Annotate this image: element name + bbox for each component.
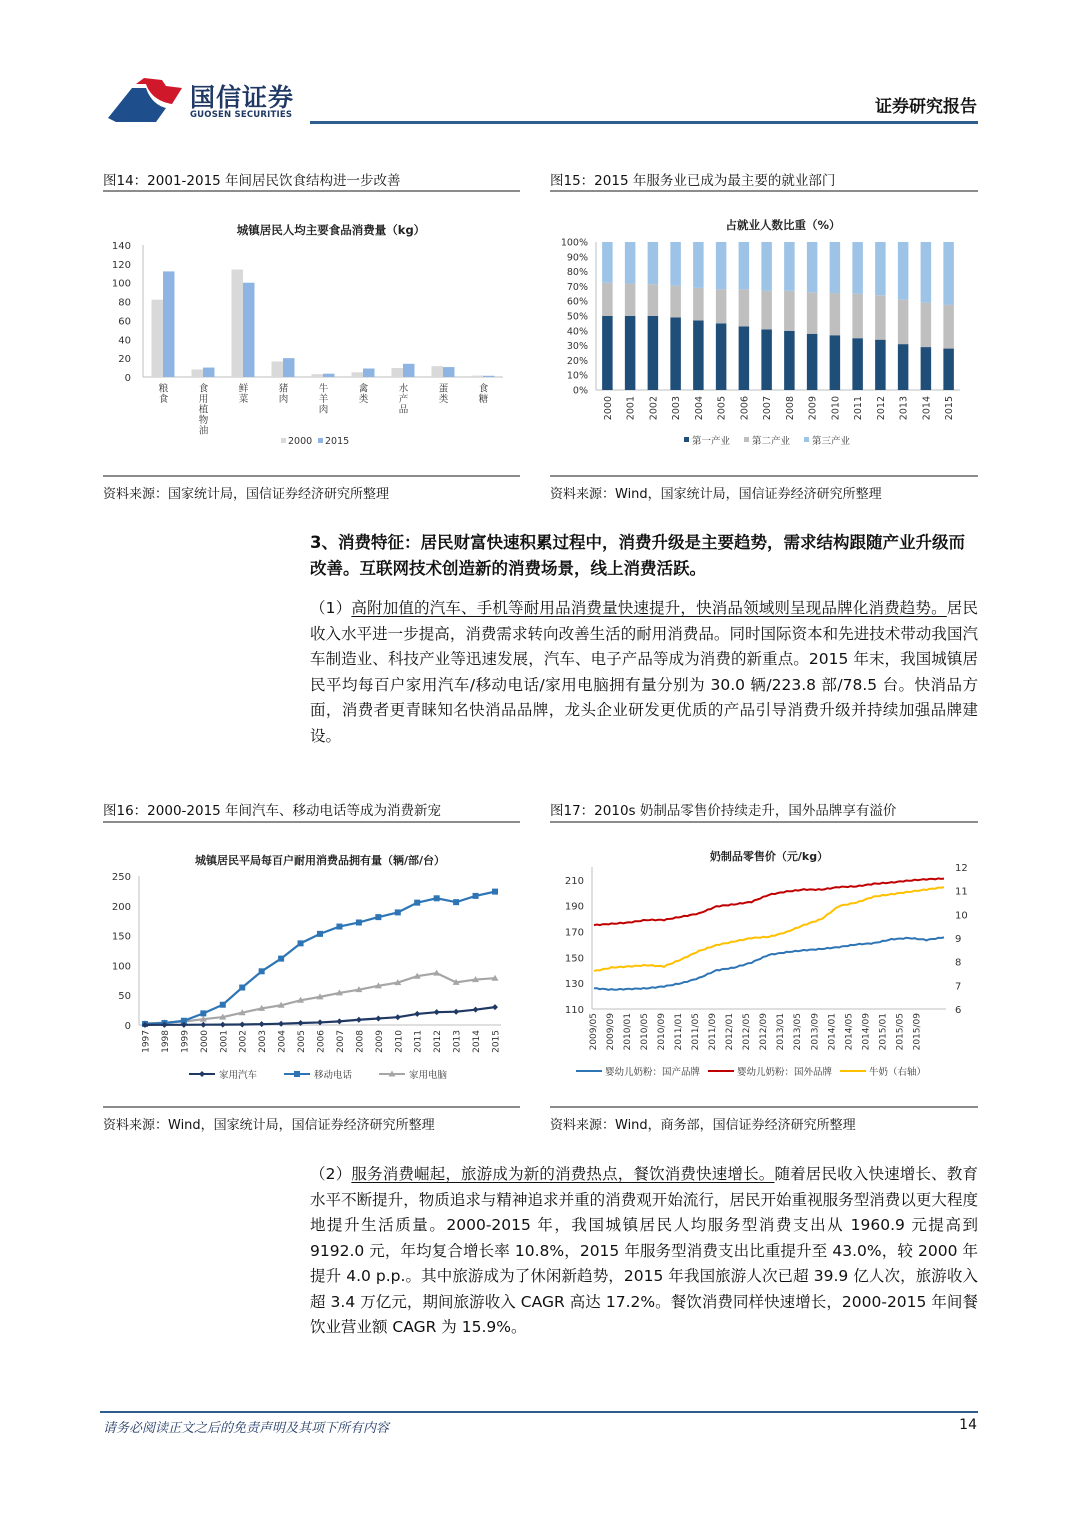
- bar-第一产业: [807, 334, 818, 390]
- bar-第二产业: [807, 292, 818, 333]
- bar-第二产业: [943, 305, 954, 349]
- fig14-chart: [103, 210, 520, 460]
- data-point-marker: [473, 893, 479, 899]
- bar-2000: [192, 369, 204, 377]
- y-tick-label: 210: [564, 875, 584, 887]
- x-tick-label: 2012/05: [742, 1013, 753, 1051]
- paragraph-1-body: 居民收入水平进一步提高，消费需求转向改善生活的耐用消费品。同时国际资本和先进技术带动我国汽车制造业、科技产业等迅速发展，汽车、电子产品等成为消费的新重点。2015 年末，我国城镇居民平均每百户家用汽车/移动电话/家用电脑拥有量分别为 30.0 辆/223.8 部/78.5 台。快消品方面，消费者更青睐知名快消品品牌，龙头企业研发更优质的产品引导消费升级并持续加强品牌建设。: [310, 599, 978, 745]
- paragraph-2-body: 随着居民收入快速增长、教育水平不断提升，物质追求与精神追求并重的消费观开始流行，居民开始重视服务型消费以更大程度地提升生活质量。2000-2015 年，我国城镇居民人均服务型消费支出从 1960.9 元提高到 9192.0 元，年均复合增长率 10.8%，2015 年服务型消费支出比重提升至 43.0%，较 2000 年提升 4.0 p.p.。其中旅游成为了休闲新趋势，2015 年我国旅游人次已超 39.9 亿人次，旅游收入超 3.4 万亿元，期间旅游收入 CAGR 高达 17.2%。餐饮消费同样快速增长，2000-2015 年间餐饮业营业额 CAGR 为 15.9%。: [310, 1165, 978, 1336]
- x-tick-label: 1998: [160, 1030, 171, 1053]
- y2-tick-label: 9: [955, 934, 962, 945]
- x-tick-label: 牛羊肉: [316, 383, 328, 415]
- data-point-marker: [220, 1002, 226, 1008]
- x-tick-label: 2013: [898, 396, 910, 421]
- legend-marker: [199, 1071, 205, 1077]
- fig14-caption-rule: [103, 190, 520, 192]
- bar-2015: [443, 367, 455, 377]
- x-tick-label: 2012: [875, 396, 887, 421]
- x-tick-label: 2009/09: [606, 1013, 617, 1051]
- data-point-marker: [278, 1021, 284, 1027]
- bar-第一产业: [784, 331, 795, 390]
- x-tick-label: 2002: [238, 1030, 249, 1053]
- x-tick-label: 2005: [716, 396, 728, 421]
- y-tick-label: 70%: [566, 281, 588, 293]
- data-point-marker: [336, 1018, 342, 1024]
- x-tick-label: 2015/09: [912, 1013, 923, 1051]
- fig14-bottom-rule: [103, 475, 520, 477]
- y-tick-label: 250: [111, 872, 131, 883]
- bar-2015: [323, 374, 335, 377]
- paragraph-1-prefix: （1）: [310, 599, 352, 617]
- bar-第三产业: [943, 242, 954, 305]
- x-tick-label: 鲜菜: [236, 383, 248, 404]
- bar-2015: [203, 368, 215, 377]
- bar-2015: [363, 369, 375, 377]
- x-tick-label: 猪肉: [276, 383, 288, 404]
- x-tick-label: 1997: [141, 1030, 152, 1053]
- logo-name-en: GUOSEN SECURITIES: [190, 110, 293, 120]
- bar-第一产业: [921, 347, 932, 390]
- data-point-marker: [492, 1004, 498, 1010]
- data-point-marker: [336, 924, 342, 930]
- x-tick-label: 2012/09: [759, 1013, 770, 1051]
- fig17-chart: [548, 845, 978, 1090]
- x-tick-label: 2007: [762, 396, 774, 421]
- bar-第二产业: [716, 289, 727, 323]
- x-tick-label: 2003: [671, 396, 683, 421]
- data-point-marker: [414, 900, 420, 906]
- bar-第三产业: [761, 242, 772, 291]
- x-tick-label: 2014: [472, 1030, 483, 1053]
- fig15-source: 资料来源：Wind，国家统计局，国信证券经济研究所整理: [550, 487, 882, 502]
- data-point-marker: [375, 914, 381, 920]
- x-tick-label: 2010: [394, 1030, 405, 1053]
- x-tick-label: 粮食: [156, 383, 168, 404]
- data-point-marker: [356, 1017, 362, 1023]
- x-tick-label: 2006: [316, 1030, 327, 1053]
- fig17-caption: 图17：2010s 奶制品零售价持续走升，国外品牌享有溢价: [550, 803, 897, 819]
- x-tick-label: 2013: [452, 1030, 463, 1053]
- y-tick-label: 100: [111, 961, 131, 973]
- y-tick-label: 100%: [560, 237, 588, 249]
- y-tick-label: 130: [564, 979, 584, 991]
- x-tick-label: 禽类: [356, 383, 368, 404]
- bar-2000: [152, 300, 164, 377]
- x-tick-label: 水产品: [396, 383, 408, 415]
- page-number: 14: [959, 1417, 977, 1433]
- chart-title: 占就业人数比重（%）: [725, 218, 841, 232]
- y-tick-label: 30%: [566, 341, 588, 353]
- y2-tick-label: 7: [955, 981, 962, 993]
- x-tick-label: 2006: [739, 396, 751, 421]
- chart-title: 城镇居民人均主要食品消费量（kg）: [236, 223, 426, 237]
- fig17-bottom-rule: [550, 1106, 978, 1108]
- y-tick-label: 20: [118, 354, 131, 366]
- x-tick-label: 2008: [355, 1030, 366, 1053]
- bar-第三产业: [784, 242, 795, 291]
- x-tick-label: 2011/05: [691, 1013, 702, 1051]
- series-line-婴幼儿奶粉：国产品牌: [594, 937, 944, 989]
- bar-第三产业: [602, 242, 613, 283]
- bar-第三产业: [625, 242, 636, 283]
- data-point-marker: [200, 1010, 206, 1016]
- bar-第一产业: [898, 344, 909, 390]
- legend-label: 婴幼儿奶粉：国产品牌: [605, 1067, 701, 1078]
- x-tick-label: 2010/05: [640, 1013, 651, 1051]
- bar-第二产业: [898, 300, 909, 344]
- series-line-移动电话: [145, 892, 495, 1024]
- data-point-marker: [453, 899, 459, 905]
- legend-label: 移动电话: [314, 1070, 353, 1081]
- bar-第三产业: [670, 242, 681, 286]
- data-point-marker: [492, 889, 498, 895]
- y-tick-label: 140: [111, 241, 131, 252]
- legend-label: 家用电脑: [409, 1070, 448, 1081]
- x-tick-label: 2013/09: [810, 1013, 821, 1051]
- fig17-caption-rule: [550, 821, 978, 823]
- fig16-chart: [103, 845, 520, 1090]
- data-point-marker: [434, 895, 440, 901]
- y-tick-label: 150: [564, 953, 584, 965]
- legend-swatch: [744, 437, 749, 442]
- data-point-marker: [200, 1022, 206, 1028]
- bar-第二产业: [739, 289, 750, 326]
- y-tick-label: 60: [118, 316, 131, 328]
- bar-第一产业: [716, 323, 727, 390]
- bar-第三产业: [875, 242, 886, 295]
- y2-tick-label: 10: [955, 910, 968, 922]
- fig15-bottom-rule: [550, 475, 978, 477]
- footer-disclaimer: 请务必阅读正文之后的免责声明及其项下所有内容: [103, 1421, 390, 1436]
- bar-第三产业: [898, 242, 909, 300]
- bar-第一产业: [852, 338, 863, 390]
- y-tick-label: 40: [118, 335, 131, 347]
- x-tick-label: 2002: [648, 396, 660, 421]
- fig16-source: 资料来源：Wind，国家统计局，国信证券经济研究所整理: [103, 1118, 435, 1133]
- chart-title: 城镇居民平局每百户耐用消费品拥有量（辆/部/台）: [194, 854, 446, 867]
- x-tick-label: 2011: [853, 396, 865, 421]
- paragraph-2-key-point: 服务消费崛起，旅游成为新的消费热点，餐饮消费快速增长。: [351, 1165, 775, 1183]
- legend-label: 第一产业: [692, 436, 731, 447]
- y2-tick-label: 11: [955, 886, 968, 898]
- bar-第三产业: [739, 242, 750, 289]
- section-heading: 3、消费特征：居民财富快速积累过程中，消费升级是主要趋势，需求结构跟随产业升级而改善。互联网技术创造新的消费场景，线上消费活跃。: [310, 533, 965, 578]
- bar-第三产业: [807, 242, 818, 292]
- footer-rule: [100, 1411, 978, 1413]
- y-tick-label: 110: [564, 1005, 584, 1016]
- header-rule: [310, 121, 978, 124]
- bar-第三产业: [852, 242, 863, 294]
- bar-2000: [432, 366, 444, 377]
- x-tick-label: 2014/05: [844, 1013, 855, 1051]
- y-tick-label: 0: [124, 373, 131, 384]
- x-tick-label: 2010/09: [657, 1013, 668, 1051]
- logo-name-cn: 国信证券: [190, 83, 295, 112]
- x-tick-label: 2004: [277, 1030, 288, 1053]
- bar-第一产业: [625, 316, 636, 390]
- guosen-logo-icon: [106, 78, 184, 122]
- x-tick-label: 2001: [219, 1030, 230, 1053]
- bar-第二产业: [830, 293, 841, 335]
- x-tick-label: 2011/01: [674, 1013, 685, 1051]
- legend-label: 第三产业: [812, 436, 851, 447]
- bar-第一产业: [761, 329, 772, 390]
- data-point-marker: [453, 1009, 459, 1015]
- y-tick-label: 120: [111, 259, 131, 271]
- data-point-marker: [473, 1007, 479, 1013]
- y-tick-label: 100: [111, 278, 131, 290]
- legend-label: 2000: [288, 436, 313, 447]
- bar-第二产业: [693, 288, 704, 321]
- y-tick-label: 170: [564, 927, 584, 939]
- fig15-caption: 图15：2015 年服务业已成为最主要的就业部门: [550, 173, 836, 189]
- bar-2000: [272, 361, 284, 377]
- data-point-marker: [317, 931, 323, 937]
- y-tick-label: 10%: [566, 370, 588, 382]
- bar-第二产业: [648, 284, 659, 316]
- data-point-marker: [356, 919, 362, 925]
- x-tick-label: 2015: [944, 396, 956, 421]
- fig14-caption: 图14：2001-2015 年间居民饮食结构进一步改善: [103, 173, 401, 189]
- y-tick-label: 20%: [566, 355, 588, 367]
- bar-第一产业: [693, 320, 704, 390]
- x-tick-label: 2014/01: [827, 1013, 838, 1051]
- x-tick-label: 2008: [784, 396, 796, 421]
- fig15-chart: [548, 210, 978, 460]
- x-tick-label: 食糖: [476, 383, 488, 404]
- x-tick-label: 2011: [413, 1030, 424, 1053]
- y-tick-label: 80: [118, 297, 131, 309]
- legend-label: 2015: [325, 436, 350, 447]
- bar-第一产业: [670, 317, 681, 390]
- legend-swatch: [318, 438, 323, 443]
- x-tick-label: 2007: [335, 1030, 346, 1053]
- x-tick-label: 2012: [433, 1030, 444, 1053]
- data-point-marker: [259, 968, 265, 974]
- legend-label: 牛奶（右轴）: [869, 1067, 927, 1078]
- bar-2000: [392, 368, 404, 377]
- bar-第二产业: [761, 291, 772, 329]
- data-point-marker: [220, 1022, 226, 1028]
- y-tick-label: 60%: [566, 296, 588, 308]
- legend-swatch: [804, 437, 809, 442]
- x-tick-label: 2009: [807, 396, 819, 421]
- bar-第一产业: [830, 335, 841, 390]
- fig17-source: 资料来源：Wind，商务部，国信证券经济研究所整理: [550, 1118, 856, 1133]
- data-point-marker: [414, 1011, 420, 1017]
- bar-2015: [483, 376, 495, 377]
- legend-swatch: [281, 438, 286, 443]
- series-line-婴幼儿奶粉：国外品牌: [594, 878, 944, 925]
- bar-2000: [232, 270, 244, 377]
- y-tick-label: 190: [564, 901, 584, 913]
- bar-第一产业: [648, 316, 659, 390]
- x-tick-label: 食用植物油: [196, 383, 208, 436]
- series-line-牛奶（右轴）: [594, 887, 944, 971]
- bar-第二产业: [784, 291, 795, 331]
- x-tick-label: 2009: [374, 1030, 385, 1053]
- bar-2000: [352, 372, 364, 377]
- paragraph-2-prefix: （2）: [310, 1165, 352, 1183]
- legend-label: 婴幼儿奶粉：国外品牌: [737, 1067, 833, 1078]
- data-point-marker: [395, 909, 401, 915]
- bar-第三产业: [693, 242, 704, 288]
- x-tick-label: 蛋类: [436, 383, 448, 404]
- x-tick-label: 2012/01: [725, 1013, 736, 1051]
- y-tick-label: 0%: [572, 385, 588, 397]
- y-tick-label: 40%: [566, 326, 588, 338]
- chart-title: 奶制品零售价（元/kg）: [709, 850, 829, 863]
- bar-第三产业: [716, 242, 727, 289]
- x-tick-label: 2011/09: [708, 1013, 719, 1051]
- y2-tick-label: 12: [955, 863, 968, 874]
- legend-label: 第二产业: [752, 436, 791, 447]
- bar-第三产业: [830, 242, 841, 293]
- x-tick-label: 2004: [693, 396, 705, 421]
- bar-第一产业: [739, 326, 750, 390]
- x-tick-label: 2013/05: [793, 1013, 804, 1051]
- x-tick-label: 2015: [491, 1030, 502, 1053]
- bar-2015: [403, 364, 415, 377]
- legend-marker: [294, 1071, 300, 1077]
- x-tick-label: 2003: [258, 1030, 269, 1053]
- x-tick-label: 2015/01: [878, 1013, 889, 1051]
- report-type-label: 证券研究报告: [875, 97, 977, 117]
- y2-tick-label: 8: [955, 957, 962, 969]
- bar-第二产业: [875, 295, 886, 339]
- bar-2000: [312, 374, 324, 377]
- page-header: [0, 0, 1080, 130]
- bar-第一产业: [602, 316, 613, 390]
- bar-第三产业: [921, 242, 932, 303]
- bar-第一产业: [875, 340, 886, 390]
- data-point-marker: [239, 1021, 245, 1027]
- y-tick-label: 80%: [566, 267, 588, 279]
- x-tick-label: 2000: [602, 396, 614, 421]
- y-tick-label: 50%: [566, 311, 588, 323]
- y2-tick-label: 6: [955, 1005, 962, 1016]
- paragraph-1-key-point: 高附加值的汽车、手机等耐用品消费量快速提升，快消品领域则呈现品牌化消费趋势。: [351, 599, 947, 617]
- fig16-caption: 图16：2000-2015 年间汽车、移动电话等成为消费新宠: [103, 803, 442, 819]
- x-tick-label: 2009/05: [589, 1013, 599, 1051]
- bar-第二产业: [625, 283, 636, 316]
- x-tick-label: 1999: [180, 1030, 191, 1053]
- x-tick-label: 2013/01: [776, 1013, 787, 1051]
- x-tick-label: 2000: [199, 1030, 210, 1053]
- y-tick-label: 150: [111, 931, 131, 943]
- paragraph-1: [310, 596, 978, 749]
- y-tick-label: 200: [111, 901, 131, 913]
- y-tick-label: 90%: [566, 252, 588, 264]
- legend-swatch: [684, 437, 689, 442]
- legend-label: 家用汽车: [219, 1070, 258, 1081]
- bar-第一产业: [943, 349, 954, 390]
- fig15-caption-rule: [550, 190, 978, 192]
- data-point-marker: [395, 1014, 401, 1020]
- y-tick-label: 50: [118, 991, 131, 1003]
- x-tick-label: 2014: [921, 396, 933, 421]
- fig16-caption-rule: [103, 821, 520, 823]
- x-tick-label: 2001: [625, 396, 637, 421]
- data-point-marker: [239, 985, 245, 991]
- data-point-marker: [259, 1021, 265, 1027]
- data-point-marker: [298, 940, 304, 946]
- bar-2015: [283, 358, 295, 377]
- bar-第二产业: [602, 283, 613, 316]
- fig14-source: 资料来源：国家统计局，国信证券经济研究所整理: [103, 487, 390, 502]
- bar-2000: [472, 376, 484, 377]
- bar-2015: [243, 283, 255, 377]
- paragraph-2: [310, 1162, 978, 1341]
- bar-第二产业: [852, 294, 863, 338]
- data-point-marker: [278, 956, 284, 962]
- bar-第二产业: [921, 303, 932, 347]
- bar-第二产业: [670, 286, 681, 318]
- fig16-bottom-rule: [103, 1106, 520, 1108]
- x-tick-label: 2010/01: [623, 1013, 634, 1051]
- x-tick-label: 2015/05: [895, 1013, 906, 1051]
- x-tick-label: 2014/09: [861, 1013, 872, 1051]
- x-tick-label: 2005: [297, 1030, 308, 1053]
- data-point-marker: [434, 1009, 440, 1015]
- y-tick-label: 0: [124, 1021, 131, 1032]
- bar-2015: [163, 271, 175, 377]
- x-tick-label: 2010: [830, 396, 842, 421]
- data-point-marker: [375, 1016, 381, 1022]
- bar-第三产业: [648, 242, 659, 284]
